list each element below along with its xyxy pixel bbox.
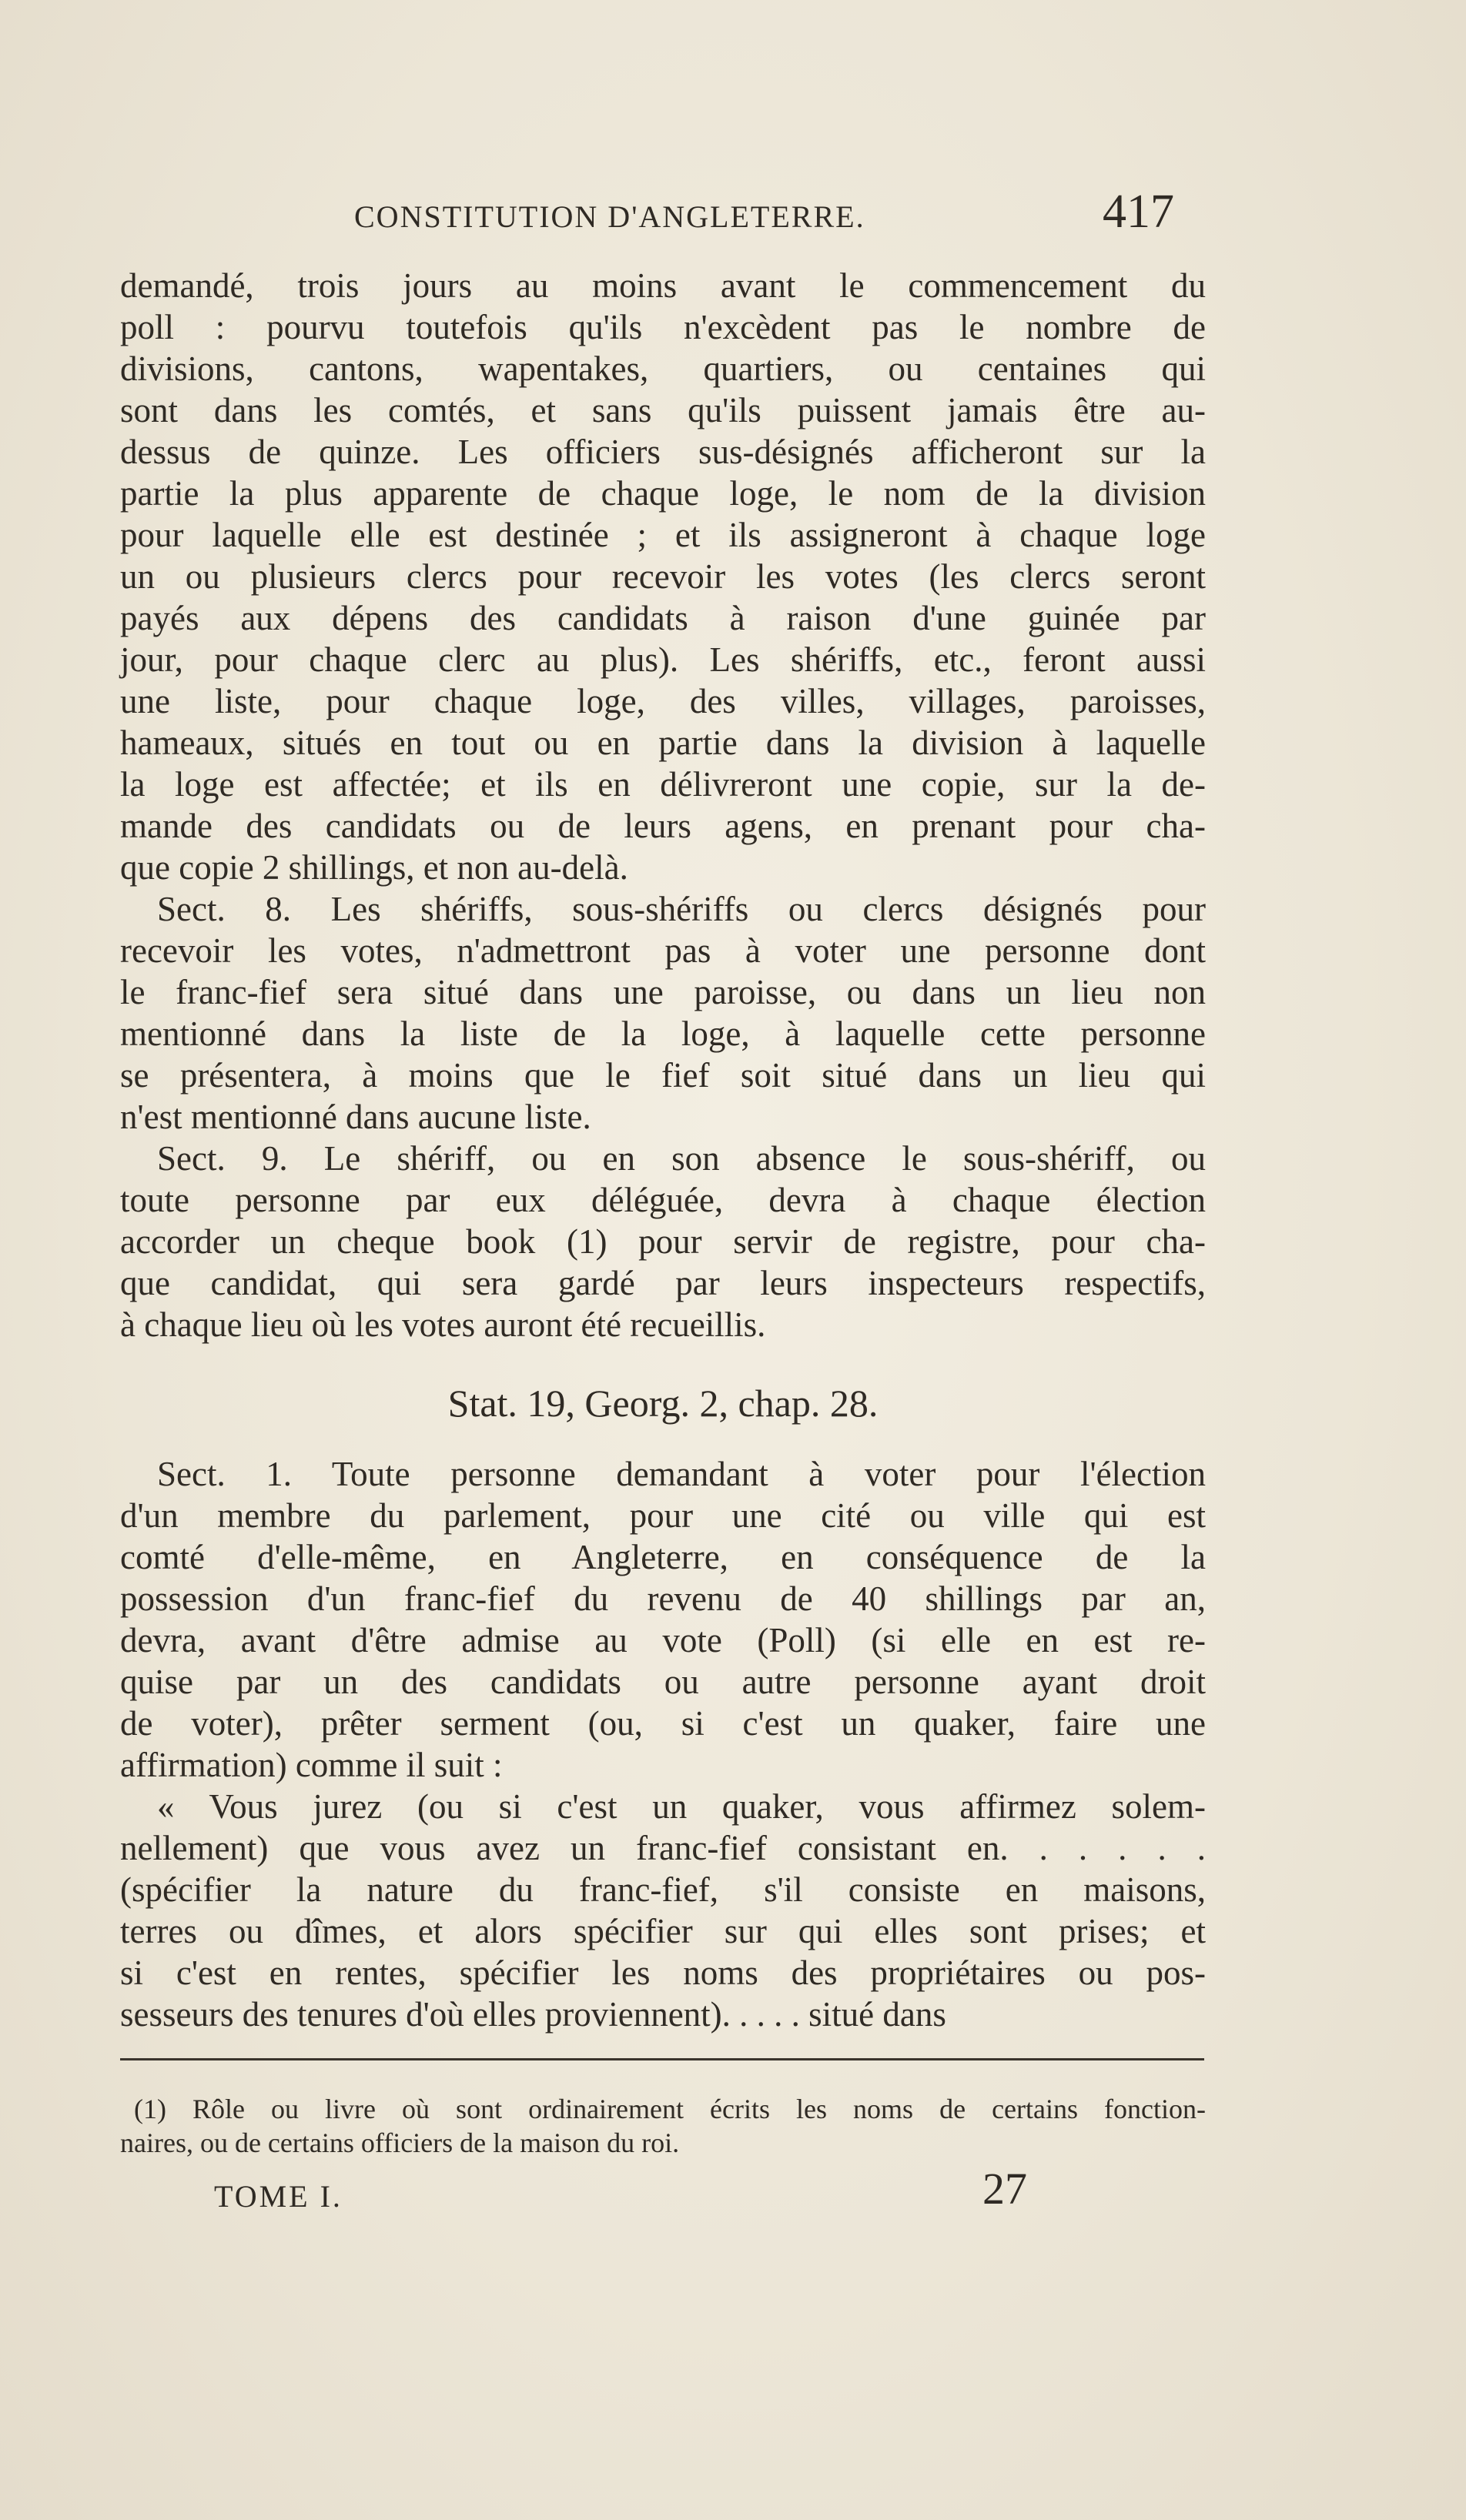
text-line: pour laquelle elle est destinée ; et ils assigneront à chaque loge [120,516,1206,554]
text-line: n'est mentionné dans aucune liste. [120,1098,591,1136]
paragraph-sect-1 [120,1453,1206,1786]
text-line: une liste, pour chaque loge, des villes, villages, paroisses, [120,682,1206,720]
footnote [120,2092,1206,2160]
text-line: comté d'elle-même, en Angleterre, en conséquence de la [120,1538,1206,1576]
text-line: que copie 2 shillings, et non au-delà. [120,848,628,887]
text-line: hameaux, situés en tout ou en partie dans la division à laquelle [120,724,1206,762]
text-line: recevoir les votes, n'admettront pas à voter une personne dont [120,931,1206,970]
sheet-number: 27 [982,2164,1027,2214]
text-line: « Vous jurez (ou si c'est un quaker, vous affirmez solem- [157,1787,1206,1826]
text-line: poll : pourvu toutefois qu'ils n'excèdent pas le nombre de [120,308,1206,346]
text-line: terres ou dîmes, et alors spécifier sur qui elles sont prises; et [120,1912,1206,1950]
volume-label: TOME I. [214,2179,343,2214]
text-line: mentionné dans la liste de la loge, à laquelle cette personne [120,1014,1206,1053]
page-header [0,185,1466,254]
signature-line [0,2155,1466,2217]
text-line: divisions, cantons, wapentakes, quartiers, ou centaines qui [120,349,1206,388]
text-line: si c'est en rentes, spécifier les noms des propriétaires ou pos- [120,1954,1206,1992]
text-line: jour, pour chaque clerc au plus). Les shériffs, etc., feront aussi [120,640,1206,679]
text-line: nellement) que vous avez un franc-fief consistant en. . . . . . [120,1829,1206,1867]
text-line: que candidat, qui sera gardé par leurs inspecteurs respectifs, [120,1264,1206,1302]
text-line: le franc-fief sera situé dans une paroisse, ou dans un lieu non [120,973,1206,1011]
text-line: à chaque lieu où les votes auront été recueillis. [120,1305,766,1344]
text-line: devra, avant d'être admise au vote (Poll) (si elle en est re- [120,1621,1206,1659]
text-line: quise par un des candidats ou autre personne ayant droit [120,1663,1206,1701]
text-line: la loge est affectée; et ils en délivreront une copie, sur la de- [120,765,1206,804]
paragraph-sect-8 [120,888,1206,1138]
text-line: sont dans les comtés, et sans qu'ils puissent jamais être au- [120,391,1206,429]
text-line: de voter), prêter serment (ou, si c'est un quaker, faire une [120,1704,1206,1743]
paragraph-sect-9 [120,1138,1206,1345]
text-line: sesseurs des tenures d'où elles proviennent). . . . . situé dans [120,1995,946,2034]
text-line: Sect. 9. Le shériff, ou en son absence le sous-shériff, ou [157,1139,1206,1178]
paragraph-oath [120,1786,1206,2035]
body-text [120,265,1206,2035]
text-line: toute personne par eux déléguée, devra à chaque élection [120,1181,1206,1219]
text-line: Sect. 8. Les shériffs, sous-shériffs ou clercs désignés pour [157,890,1206,928]
text-line: accorder un cheque book (1) pour servir de registre, pour cha- [120,1222,1206,1261]
text-line: se présentera, à moins que le fief soit situé dans un lieu qui [120,1056,1206,1095]
footnote-rule [120,2058,1204,2060]
statute-heading: Stat. 19, Georg. 2, chap. 28. [447,1382,879,1425]
footnote-line: naires, ou de certains officiers de la maison du roi. [120,2127,680,2158]
text-line: mande des candidats ou de leurs agens, en prenant pour cha- [120,807,1206,845]
text-line: d'un membre du parlement, pour une cité ou ville qui est [120,1496,1206,1535]
text-line: Sect. 1. Toute personne demandant à voter pour l'élection [157,1455,1206,1493]
text-line: demandé, trois jours au moins avant le commencement du [120,266,1206,305]
text-line: partie la plus apparente de chaque loge, le nom de la division [120,474,1206,513]
footnote-line: (1) Rôle ou livre où sont ordinairement écrits les noms de certains fonction- [134,2094,1206,2124]
text-line: un ou plusieurs clercs pour recevoir les votes (les clercs seront [120,557,1206,596]
text-line: possession d'un franc-fief du revenu de 40 shillings par an, [120,1579,1206,1618]
text-line: dessus de quinze. Les officiers sus-désignés afficheront sur la [120,433,1206,471]
text-line: (spécifier la nature du franc-fief, s'il consiste en maisons, [120,1870,1206,1909]
running-title: CONSTITUTION D'ANGLETERRE. [354,199,865,234]
text-line: payés aux dépens des candidats à raison d'une guinée par [120,599,1206,637]
paragraph-continuation [120,265,1206,888]
page-number: 417 [1103,185,1174,238]
text-line: affirmation) comme il suit : [120,1746,503,1784]
